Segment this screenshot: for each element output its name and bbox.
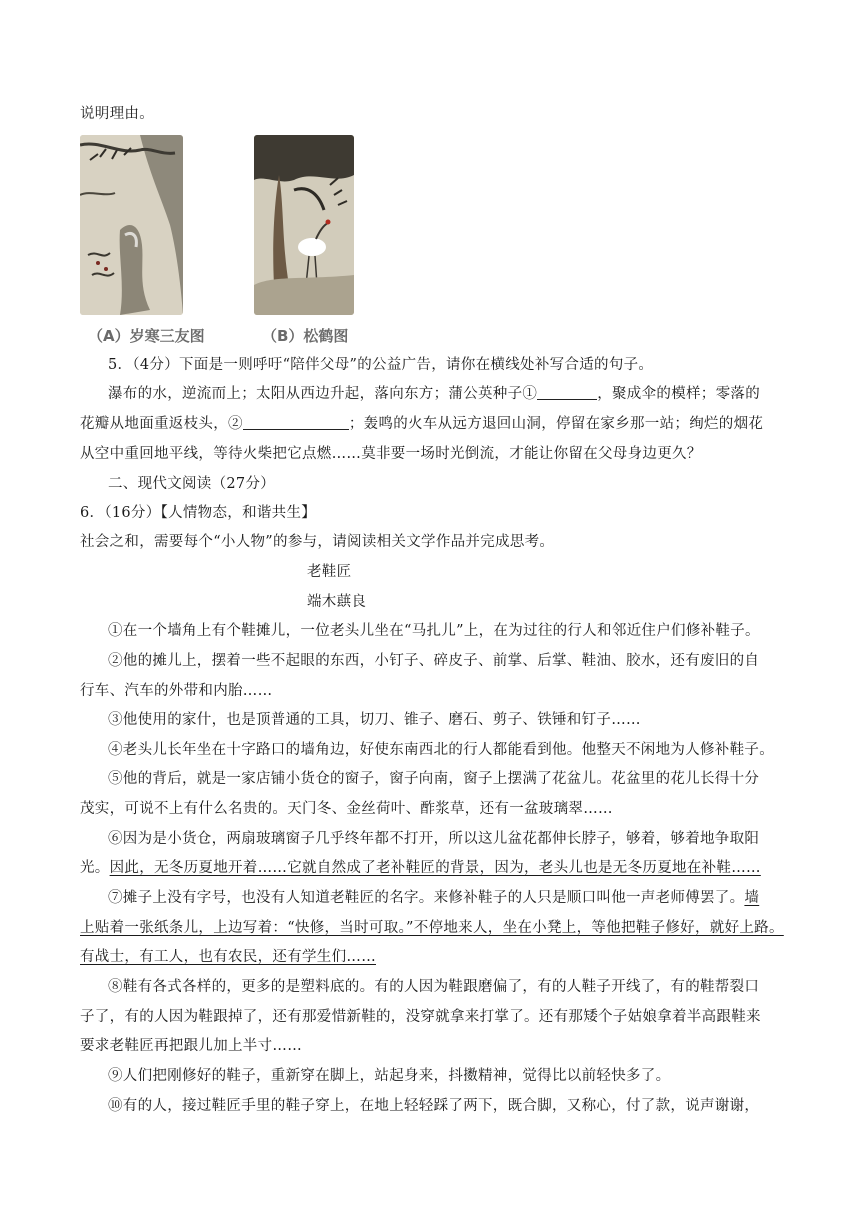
paragraph-7-plain: ⑦摊子上没有字号，也没有人知道老鞋匠的名字。来修补鞋子的人只是顺口叫他一声老师傅罢了。 bbox=[108, 890, 745, 906]
paragraph-7-line-1 bbox=[108, 888, 790, 908]
paragraph-6-line-1: ⑥因为是小货仓，两扇玻璃窗子几乎终年都不打开，所以这儿盆花都伸长脖子，够着，够着地争取阳 bbox=[108, 831, 760, 847]
q5-text-line-1 bbox=[108, 384, 790, 404]
painting-b-image bbox=[254, 135, 354, 315]
painting-a-caption: （A）岁寒三友图 bbox=[88, 327, 205, 345]
article-title: 老鞋匠 bbox=[307, 564, 352, 580]
paragraph-6-line-2 bbox=[80, 858, 790, 878]
paragraph-6-underlined: 因此，无冬历夏地开着……它就自然成了老补鞋匠的背景，因为，老头儿也是无冬历夏地在补鞋…… bbox=[109, 860, 761, 876]
paragraph-5-line-2: 茂实，可说不上有什么名贵的。天门冬、金丝荷叶、酢浆草，还有一盆玻璃翠…… bbox=[80, 801, 613, 817]
paragraph-10: ⑩有的人，接过鞋匠手里的鞋子穿上，在地上轻轻踩了两下，既合脚，又称心，付了款，说声谢谢， bbox=[108, 1098, 760, 1114]
q5-text-segment: 花瓣从地面重返枝头，② bbox=[80, 416, 243, 432]
paragraph-9: ⑨人们把刚修好的鞋子，重新穿在脚上，站起身来，抖擞精神，觉得比以前轻快多了。 bbox=[108, 1068, 671, 1084]
paragraph-2-line-2: 行车、汽车的外带和内胎…… bbox=[80, 683, 273, 699]
answer-blank-2[interactable] bbox=[243, 415, 349, 430]
section-heading: 二、现代文阅读（27分） bbox=[108, 476, 276, 492]
paragraph-3: ③他使用的家什，也是顶普通的工具，切刀、锥子、磨石、剪子、铁锤和钉子…… bbox=[108, 712, 641, 728]
q5-text-segment: 瀑布的水，逆流而上；太阳从西边升起，落向东方；蒲公英种子① bbox=[108, 386, 538, 402]
q5-text-segment: ，聚成伞的模样；零落的 bbox=[597, 386, 761, 402]
paragraph-8-line-3: 要求老鞋匠再把跟儿加上半寸…… bbox=[80, 1038, 302, 1054]
paragraph-7-line-2: 上贴着一张纸条儿，上边写着：“快修，当时可取。”不停地来人，坐在小凳上，等他把鞋子修好，就好上路。 bbox=[80, 920, 784, 936]
q6-intro: 社会之和，需要每个“小人物”的参与，请阅读相关文学作品并完成思考。 bbox=[80, 534, 555, 550]
paragraph-2-line-1: ②他的摊儿上，摆着一些不起眼的东西，小钉子、碎皮子、前掌、后掌、鞋油、胶水，还有废旧的自 bbox=[108, 653, 760, 669]
q5-text-line-3: 从空中重回地平线，等待火柴把它点燃……莫非要一场时光倒流，才能让你留在父母身边更久？ bbox=[80, 446, 702, 462]
paragraph-5-line-1: ⑤他的背后，就是一家店铺小货仓的窗子，窗子向南，窗子上摆满了花盆儿。花盆里的花儿长得十分 bbox=[108, 771, 760, 787]
paragraph-1: ①在一个墙角上有个鞋摊儿，一位老头儿坐在“马扎儿”上，在为过往的行人和邻近住户们修补鞋子。 bbox=[108, 623, 760, 639]
q5-text-segment: ；轰鸣的火车从远方退回山洞，停留在家乡那一站；绚烂的烟花 bbox=[348, 416, 764, 432]
q6-heading: 6．（16分）【人情物态，和谐共生】 bbox=[80, 505, 317, 521]
answer-blank-1[interactable] bbox=[537, 385, 597, 400]
paragraph-7-line-3: 有战士，有工人，也有农民，还有学生们…… bbox=[80, 949, 376, 965]
painting-b-caption: （B）松鹤图 bbox=[262, 327, 349, 345]
paragraph-8-line-1: ⑧鞋有各式各样的，更多的是塑料底的。有的人因为鞋跟磨偏了，有的人鞋子开线了，有的鞋帮裂口 bbox=[108, 979, 760, 995]
intro-line: 说明理由。 bbox=[80, 106, 154, 122]
paragraph-8-line-2: 子了，有的人因为鞋跟掉了，还有那爱惜新鞋的，没穿就拿来打掌了。还有那矮个子姑娘拿着半高跟鞋来 bbox=[80, 1009, 761, 1025]
paragraph-7-underlined-start: 墙 bbox=[744, 890, 760, 906]
painting-a-image bbox=[80, 135, 183, 315]
q5-text-line-2 bbox=[80, 414, 790, 434]
article-author: 端木蕻良 bbox=[307, 594, 367, 610]
paragraph-6-plain: 光。 bbox=[80, 860, 110, 876]
paragraph-4: ④老头儿长年坐在十字路口的墙角边，好使东南西北的行人都能看到他。他整天不闲地为人修补鞋子。 bbox=[108, 742, 774, 758]
q5-heading: 5．（4分）下面是一则呼吁“陪伴父母”的公益广告，请你在横线处补写合适的句子。 bbox=[108, 357, 654, 373]
